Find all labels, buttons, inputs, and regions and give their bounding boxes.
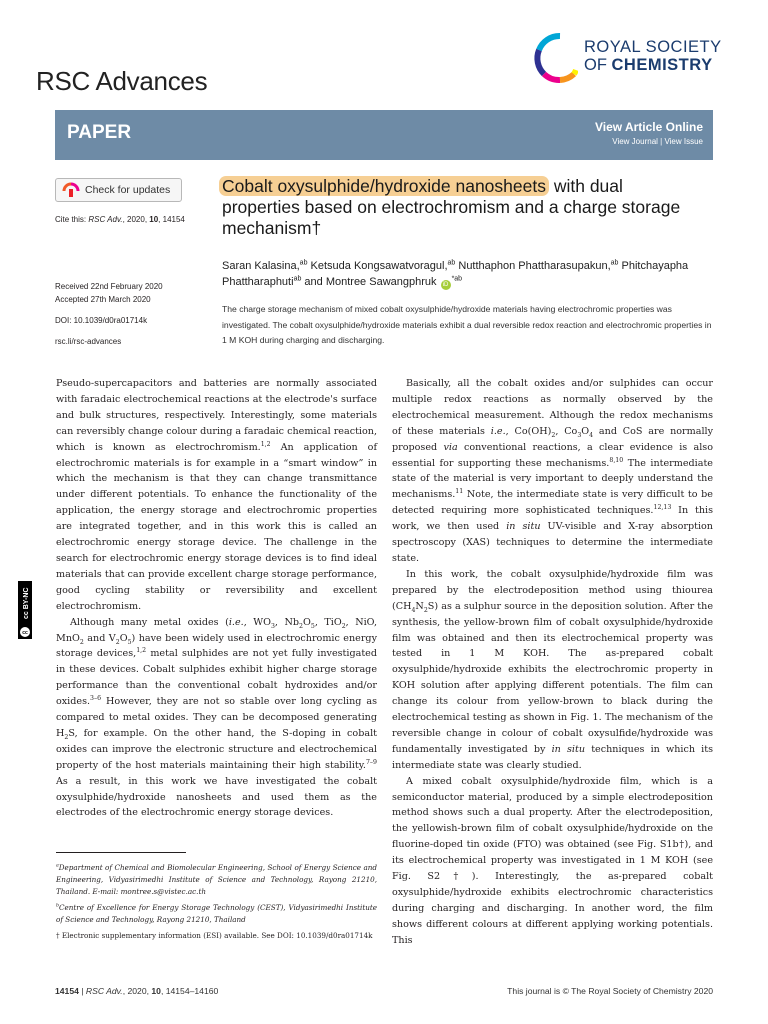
- body-column-right: [392, 376, 713, 949]
- orcid-icon[interactable]: iD: [441, 280, 451, 290]
- page-footer: [55, 986, 713, 996]
- paragraph: A mixed cobalt oxysulphide/hydroxide film, which is a semiconductor material, produced by a simple electrodeposition method shows such a dual property. After the electrodeposition, the yellowish-brown film of cobalt oxysulphide/hydroxide on the fluorine-doped tin oxide (FTO) was obtained (see Fig. S1b†), and its electrochemical property was investigated in 1 M KOH (see Fig. S2†). Interestingly, the as-prepared cobalt oxysulphide/hydroxide exhibits electrochromic characteristics during charging and discharging. In another word, the film shows different colours at different applying working potentials. This: [392, 775, 713, 946]
- check-updates-icon: [62, 182, 80, 198]
- footer-copyright: This journal is © The Royal Society of Chemistry 2020: [507, 986, 713, 996]
- abstract: The charge storage mechanism of mixed cobalt oxysulphide/hydroxide materials having electrochromic properties was investigated. The cobalt oxysulphide/hydroxide materials exhibit a dual reversible redox reaction and electrochromic properties in 1 M KOH during charging and discharging.: [222, 304, 712, 345]
- logo-text-royal-society: ROYAL SOCIETY: [584, 38, 722, 56]
- view-article-online-link[interactable]: View Article Online: [594, 120, 703, 134]
- title-rest: with dual properties based on electrochromism and a charge storage mechanism†: [222, 176, 681, 238]
- logo-text-of-chemistry: OF CHEMISTRY: [584, 56, 713, 74]
- title-highlight: Cobalt oxysulphide/hydroxide nanosheets: [219, 176, 549, 196]
- cc-license-badge[interactable]: [18, 581, 32, 639]
- received-date: Received 22nd February 2020: [55, 282, 163, 291]
- footnotes: [56, 862, 377, 946]
- cc-by-nc-icon: [18, 581, 32, 639]
- author-list: Saran Kalasina,$^{ab}$ Ketsuda Kongsawatvoragul,$^{ab}$ Nutthaphon Phattharasupakun,$^{ab}$ Phitchayapha Phattharaphuti$^{ab}$ and Montree Sawangphruk $iD^{*ab}$: [222, 259, 689, 288]
- footer-citation: 14154 | RSC Adv., 2020, 10, 14154–14160: [55, 986, 219, 996]
- view-issue-link[interactable]: View Issue: [664, 137, 703, 146]
- paragraph: In this work, the cobalt oxysulphide/hydroxide film was prepared by the electrodeposition method using thiourea $(CH_4N_2S)$ as a sulphur source in the deposition solution. After the synthesis, the yellow-brown film of cobalt oxysulphide/hydroxide film was obtained and then its electrochemical property was tested in 1 M KOH. The as-prepared cobalt oxysulphide/hydroxide exhibits the electrochromic property in KOH solution after applying different potentials. The film can change its colour from yellow-brown to black during the electrochemical testing as shown in Fig. 1. The mechanism of the reversible change in colour of cobalt oxysulfide/hydroxide was fundamentally investigated by in situ techniques in which its intermediate state was clearly studied.: [392, 568, 714, 771]
- view-links-separator: |: [657, 137, 665, 146]
- footnote-divider: [56, 852, 186, 853]
- view-journal-link[interactable]: View Journal: [612, 137, 658, 146]
- view-links: [612, 137, 703, 146]
- check-for-updates-button[interactable]: [55, 178, 182, 202]
- cc-badge-text: cc BY-NC: [23, 587, 30, 619]
- footnote-affiliation-b: $^b$Centre of Excellence for Energy Storage Technology (CEST), Vidyasirimedhi Institute of Science and Technology, Rayong 21210, Thailand: [56, 903, 377, 924]
- cite-this: Cite this: RSC Adv., 2020, 10, 14154: [55, 215, 185, 224]
- rsc-logo-icon: [530, 30, 578, 86]
- svg-text:cc: cc: [22, 630, 28, 636]
- paragraph: Basically, all the cobalt oxides and/or sulphides can occur multiple redox reactions as normally observed by the electrochemical measurement. Although the redox mechanisms of these materials i.e., $Co(OH)_2$, $Co_3O_4$ and CoS are normally proposed via conventional reactions, a clear evidence is also essential for supporting these mechanisms.$^{8,10}$ The intermediate state of the material is very important to deeply understand the mechanisms.$^{11}$ Note, the intermediate state is very difficult to be detected requiring more sophisticated techniques.$^{12,13}$ In this work, we then used in situ UV-visible and X-ray absorption spectroscopy (XAS) techniques to determine the intermediate state.: [392, 378, 713, 564]
- footnote-affiliation-a: $^a$Department of Chemical and Biomolecular Engineering, School of Energy Science and Engineering, Vidyasirimedhi Institute of Science and Technology, Rayong 21210, Thailand. E-mail: montree.s@vistec.ac.th: [56, 863, 377, 896]
- journal-title: RSC Advances: [36, 66, 208, 96]
- rsc-logo[interactable]: [530, 28, 730, 88]
- accepted-date: Accepted 27th March 2020: [55, 295, 151, 304]
- paragraph: Although many metal oxides (i.e., $WO_3$, $Nb_2O_5$, TiO$_2$, NiO, MnO$_2$ and $V_2O_5$) have been widely used in electrochromic energy storage devices,$^{1,2}$ metal sulphides are not yet fully investigated in these devices. Cobalt sulphides exhibit higher charge storage performance than the conventional cobalt hydroxides and/or oxides.$^{3-6}$ However, they are not so stable over long cycling as compared to metal oxides. They can be decomposed generating $H_2S$, for example. On the other hand, the S-doping in cobalt oxides can improve the electronic structure and electrochemical property of the host materials maintaining their high stability.$^{7-9}$ As a result, in this work we have investigated the cobalt oxysulphide/hydroxide nanosheets and used them as the electrodes of the electrochromic energy storage devices.: [56, 616, 378, 819]
- journal-link[interactable]: rsc.li/rsc-advances: [55, 337, 122, 346]
- check-updates-label: Check for updates: [85, 184, 171, 196]
- footnote-esi: † Electronic supplementary information (ESI) available. See DOI: 10.1039/d0ra01714k: [56, 931, 373, 940]
- body-column-left: [56, 376, 377, 821]
- paragraph: Pseudo-supercapacitors and batteries are normally associated with faradaic electrochemical reactions at the electrode's surface and bulk structures, respectively. Interestingly, some materials can reversibly change colour during a faradaic chemical reaction, which is known as electrochromism.$^{1,2}$ An application of electrochromic materials is for example in a “smart window” in which the mechanism is that they can change transmittance under different potentials. To enhance the functionality of the application, the energy storage and electrochromic properties are integrated together, and in this work this is called an electrochromic energy storage device. The challenge in the search for electrochromic energy storage devices is to find ideal materials that can provide excellent charge storage performance, good cycling stability or reversibility and excellent electrochromism.: [56, 378, 377, 612]
- article-banner: [55, 110, 713, 160]
- article-title: [222, 176, 692, 239]
- doi[interactable]: DOI: 10.1039/d0ra01714k: [55, 316, 148, 325]
- article-type-label: PAPER: [67, 122, 132, 143]
